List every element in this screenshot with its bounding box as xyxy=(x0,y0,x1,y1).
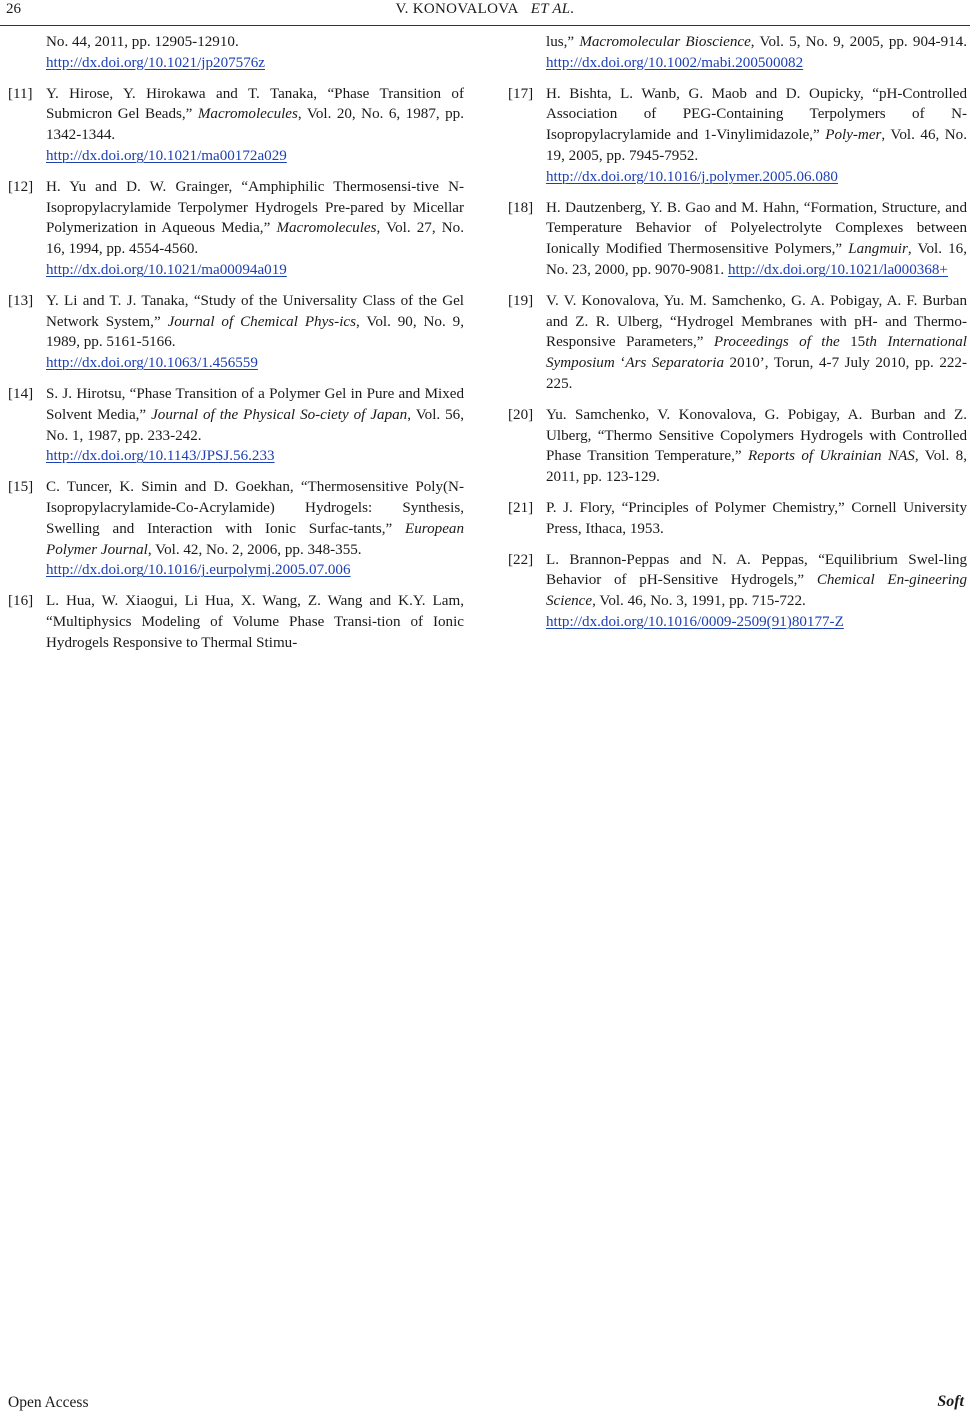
reference-item xyxy=(508,405,967,488)
reference-number: [16] xyxy=(8,593,34,610)
reference-text: S. J. Hirotsu, “Phase Transition of a Polymer Gel in Pure and Mixed Solvent Media,” xyxy=(46,385,464,423)
reference-details: , Vol. 16, No. 23, 2000, pp. 9070-9081. xyxy=(546,241,967,278)
reference-text: P. J. Flory, “Principles of Polymer Chemistry,” Cornell University Press, Ithaca, 1953. xyxy=(546,499,967,537)
reference-body xyxy=(46,177,464,281)
journal-title: Macromolecular Bioscience xyxy=(579,34,751,50)
doi-link[interactable]: http://dx.doi.org/10.1143/JPSJ.56.233 xyxy=(46,448,275,465)
reference-item xyxy=(8,384,464,467)
reference-text: Y. Hirose, Y. Hirokawa and T. Tanaka, “Phase Transition of Submicron Gel Beads,” xyxy=(46,85,464,123)
left-continuation xyxy=(8,32,464,74)
right-reference-list xyxy=(508,84,967,633)
reference-item xyxy=(508,84,967,188)
doi-link[interactable]: http://dx.doi.org/10.1016/j.polymer.2005.06.080 xyxy=(546,168,838,185)
reference-text: Yu. Samchenko, V. Konovalova, G. Pobigay, A. Burban and Z. Ulberg, “Thermo Sensitive Copolymers Hydrogels with Controlled Phase Transition Temperature,” xyxy=(546,406,967,465)
journal-title: European Polymer Journal xyxy=(46,520,464,558)
running-title xyxy=(0,1,970,18)
reference-number: [12] xyxy=(8,178,34,195)
reference-text: Y. Li and T. J. Tanaka, “Study of the Universality Class of the Gel Network System,” xyxy=(46,292,464,330)
reference-body xyxy=(546,405,967,488)
reference-text: L. Brannon-Peppas and N. A. Peppas, “Equilibrium Swel-ling Behavior of pH-Sensitive Hydrogels,” xyxy=(546,551,967,589)
reference-number: [14] xyxy=(8,385,34,402)
reference-item xyxy=(508,550,967,633)
running-title-author: V. KONOVALOVA xyxy=(395,1,519,17)
doi-link[interactable]: http://dx.doi.org/10.1016/j.eurpolymj.2005.07.006 xyxy=(46,562,351,579)
journal-title: th International Symposium xyxy=(546,334,967,372)
left-reference-list xyxy=(8,84,464,654)
journal-title: Reports of Ukrainian NAS xyxy=(747,448,915,465)
journal-title: Macromolecules xyxy=(276,220,377,237)
reference-number: [22] xyxy=(508,551,534,568)
doi-link[interactable]: http://dx.doi.org/10.1063/1.456559 xyxy=(46,355,258,372)
doi-link[interactable]: http://dx.doi.org/10.1016/0009-2509(91)80177-Z xyxy=(546,613,844,630)
reference-details: , Vol. 46, No. 19, 2005, pp. 7945-7952. xyxy=(546,127,967,164)
continuation-text: lus,” xyxy=(546,34,580,50)
journal-title: Chemical En-gineering Science xyxy=(546,572,967,610)
doi-link[interactable]: http://dx.doi.org/10.1021/la000368+ xyxy=(727,261,948,278)
left-column xyxy=(8,32,464,664)
doi-link[interactable]: http://dx.doi.org/10.1021/ma00172a029 xyxy=(46,147,287,164)
reference-number: [21] xyxy=(508,499,534,516)
reference-text: H. Dautzenberg, Y. B. Gao and M. Hahn, “Formation, Structure, and Temperature Behavior of Polyelectrolyte Complexes between Ionically Modified Thermosensitive Polymers,” xyxy=(546,199,967,258)
reference-details: 2010’, Torun, 4-7 July 2010, pp. 222-225. xyxy=(546,355,967,392)
reference-number: [20] xyxy=(508,406,534,423)
reference-details: , Vol. 46, No. 3, 1991, pp. 715-722. xyxy=(592,593,806,610)
reference-item xyxy=(8,84,464,167)
page-number: 26 xyxy=(6,1,21,17)
reference-number: [18] xyxy=(508,199,534,216)
footer-publisher: Soft xyxy=(937,1393,964,1410)
reference-number: [17] xyxy=(508,85,534,102)
reference-details: , Vol. 8, 2011, pp. 123-129. xyxy=(546,448,968,486)
journal-title: Ars Separatoria xyxy=(625,355,724,372)
reference-number: [11] xyxy=(8,85,33,102)
reference-number: [15] xyxy=(8,479,34,496)
reference-body xyxy=(546,498,967,540)
reference-body xyxy=(46,384,464,467)
right-column xyxy=(508,32,967,643)
right-continuation xyxy=(508,32,967,74)
journal-title: Journal of the Physical So-ciety of Japan xyxy=(151,406,408,423)
reference-text: H. Yu and D. W. Grainger, “Amphiphilic Thermosensi-tive N-Isopropylacrylamide Terpolymer Hydrogels Pre-pared by Micellar Polymerization in Aqueous Media,” xyxy=(46,178,464,237)
reference-text: V. V. Konovalova, Yu. M. Samchenko, G. A. Pobigay, A. F. Burban and Z. R. Ulberg, “Hydrogel Membranes with pH- and Thermo-Responsive Parameters,” xyxy=(546,292,967,351)
reference-body xyxy=(46,84,464,167)
reference-text: ‘ xyxy=(614,355,626,372)
reference-text: L. Hua, W. Xiaogui, Li Hua, X. Wang, Z. Wang and K.Y. Lam, “Multiphysics Modeling of Volume Phase Transi-tion of Ionic Hydrogels Responsive to Thermal Stimu- xyxy=(46,593,464,651)
reference-details: , Vol. 27, No. 16, 1994, pp. 4554-4560. xyxy=(46,220,464,258)
reference-details: , Vol. 20, No. 6, 1987, pp. 1342-1344. xyxy=(46,106,464,144)
reference-text: H. Bishta, L. Wanb, G. Maob and D. Oupicky, “pH-Controlled Association of PEG-Containing Terpolymers of N-Isopropylacrylamide and 1-Vinylimidazole,” xyxy=(546,85,967,144)
journal-title: Proceedings of the xyxy=(713,334,840,351)
continuation-details: , Vol. 5, No. 9, 2005, pp. 904-914. xyxy=(750,34,967,50)
reference-number: [19] xyxy=(508,292,534,309)
reference-item xyxy=(8,477,464,581)
reference-number: [13] xyxy=(8,292,34,309)
reference-item xyxy=(508,498,967,540)
journal-title: Journal of Chemical Phys-ics xyxy=(167,313,356,330)
running-title-et-al: ET AL. xyxy=(530,1,575,17)
reference-item xyxy=(8,177,464,281)
reference-body xyxy=(46,477,464,581)
journal-title: Macromolecules xyxy=(197,106,298,123)
reference-text: C. Tuncer, K. Simin and D. Goekhan, “Thermosensitive Poly(N-Isopropylacrylamide-Co-Acrylamide) Hydrogels: Synthesis, Swelling and Interaction with Ionic Surfac-tants,” xyxy=(46,479,464,537)
reference-item xyxy=(508,291,967,395)
reference-body xyxy=(546,198,967,281)
journal-title: Langmuir xyxy=(848,241,908,258)
reference-body xyxy=(46,591,464,653)
header-rule xyxy=(0,25,970,26)
footer-open-access: Open Access xyxy=(8,1394,89,1411)
reference-details: , Vol. 56, No. 1, 1987, pp. 233-242. xyxy=(46,406,465,444)
doi-link[interactable]: http://dx.doi.org/10.1002/mabi.200500082 xyxy=(546,54,804,71)
doi-link[interactable]: http://dx.doi.org/10.1021/jp207576z xyxy=(46,54,265,71)
reference-text: 15 xyxy=(839,334,866,351)
reference-details: , Vol. 90, No. 9, 1989, pp. 5161-5166. xyxy=(46,313,464,351)
reference-details: , Vol. 42, No. 2, 2006, pp. 348-355. xyxy=(147,541,362,558)
reference-item xyxy=(508,198,967,281)
page-header xyxy=(0,0,970,26)
continuation-text: No. 44, 2011, pp. 12905-12910. xyxy=(46,34,239,50)
reference-body xyxy=(546,291,967,395)
journal-title: Poly-mer xyxy=(825,127,882,144)
reference-item xyxy=(8,291,464,374)
reference-item xyxy=(8,591,464,653)
reference-body xyxy=(46,291,464,374)
doi-link[interactable]: http://dx.doi.org/10.1021/ma00094a019 xyxy=(46,261,287,278)
reference-body xyxy=(546,550,967,633)
reference-body xyxy=(546,84,967,188)
